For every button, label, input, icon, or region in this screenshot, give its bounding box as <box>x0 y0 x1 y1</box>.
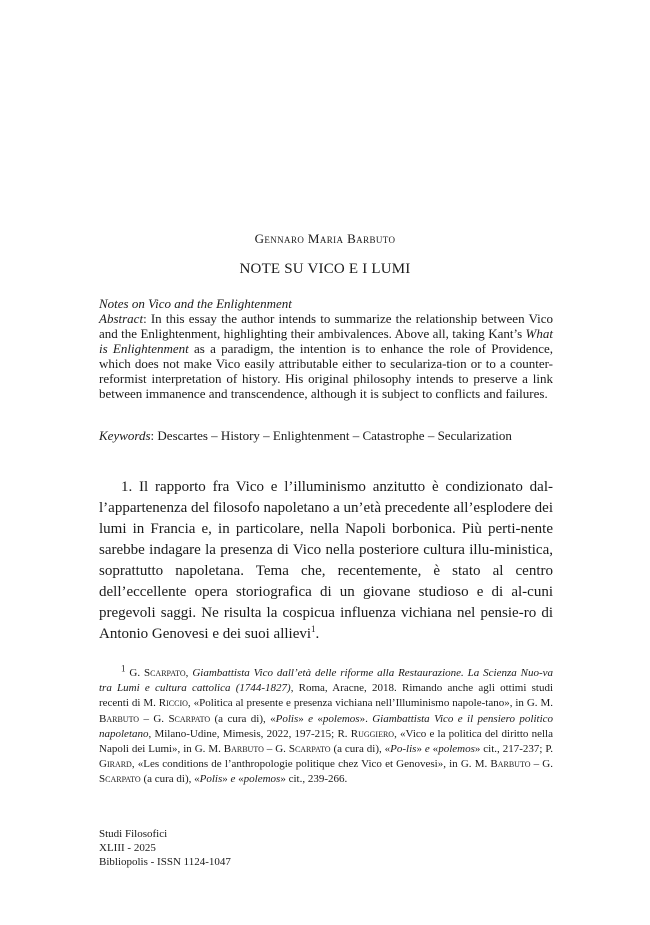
footnote-run: Scarpato <box>288 743 331 756</box>
footnote-run: « <box>313 712 323 725</box>
footnote-run: ». <box>359 712 373 725</box>
footnote-run: Scarpato <box>168 712 211 725</box>
footnote-run: « <box>429 743 439 756</box>
footnote-run: (a cura di), « <box>210 712 276 725</box>
footnote-run: Barbuto <box>99 712 140 725</box>
footnote-run: Girard <box>99 758 132 771</box>
footnote-run: , «Vico e la politica del diritto nella Napoli dei Lumi», in G. M. <box>99 727 553 756</box>
footnote-run: Giambattista Vico e il pensiero politico napoletano <box>99 712 554 740</box>
article-title: NOTE SU VICO E I LUMI <box>239 261 411 277</box>
footnote-run: Barbuto <box>223 743 264 756</box>
footnote-run: polemos <box>438 743 475 756</box>
footnote-run: Scarpato <box>99 773 141 786</box>
footnote-run: (a cura di), « <box>140 773 200 786</box>
footnote-run: (a cura di), « <box>330 743 391 756</box>
footnote-run: e <box>308 712 314 725</box>
body-paragraph-text: 1. Il rapporto fra Vico e l’illuminismo anzitutto è condizionato dal-l’appartenenza del filosofo napoletano a un’età precedente all’esplodere dei lumi in Francia e, in particolare, nella Napoli borbonica. Più perti-nente sarebbe indagare la presenza di Vico nella posteriore cultura illu-ministica, soprattutto napoletana. Tema che, recentemente, è stato al centro dell’eccellente opera storiografica di un giovane studioso e di al-cuni pregevoli saggi. Ne risulta la cospicua influenza vichiana nel pensie-ro di Antonio Genovesi e dei suoi allievi <box>99 479 553 642</box>
keywords-text: Descartes – History – Enlightenment – Catastrophe – Secularization <box>157 428 512 443</box>
footnote-run: » cit., 217-237; P. <box>474 743 553 756</box>
footnote-run: Scarpato <box>143 667 186 679</box>
footnote-run: – G. <box>530 758 553 771</box>
english-title: Notes on Vico and the Enlightenment <box>99 296 292 311</box>
abstract-part-1: In this essay the author intends to summarize the relationship between Vico and the Enlightenment, highlighting their ambivalences. Above all, taking Kant’s <box>99 311 553 341</box>
footnote-run: polemos <box>243 773 281 786</box>
footnote-run: e <box>230 773 236 786</box>
body-paragraph <box>99 477 553 645</box>
footnote-run: , «Politica al presente e presenza vichiana nell’Illuminismo napole-tano», in G. M. <box>187 697 553 710</box>
footnote-run: – G. <box>139 712 169 725</box>
keywords: Keywords: Descartes – History – Enlightenment – Catastrophe – Secularization <box>99 428 512 443</box>
abstract-block <box>99 296 553 401</box>
footnote-run: » <box>416 743 425 756</box>
footnote-run: Po-lis <box>390 743 417 756</box>
footnote-number: 1 <box>121 663 126 674</box>
footnote-run: « <box>235 773 244 786</box>
journal-name: Studi Filosofici <box>99 828 168 840</box>
footnote-reference[interactable]: 1 <box>311 624 316 634</box>
footnote-text <box>99 667 553 785</box>
author-name: Gennaro Maria Barbuto <box>254 231 396 246</box>
footnote-run: , Roma, Aracne, 2018. Rimando anche agli ottimi studi recenti di M. <box>99 682 553 710</box>
body-paragraph-end: . <box>315 626 320 642</box>
journal-volume: XLIII - 2025 <box>99 842 156 854</box>
footnote-run: polemos <box>322 712 360 725</box>
footnote-run: – G. <box>263 743 289 756</box>
abstract-part-2: as a paradigm, the intention is to enhance the role of Providence, which does not make Vico easily attributable either to seculariza-tion or to a counter-reformist interpretation of history. His original philosophy intends to preserve a link between immanence and transcendence, although it is subject to conflicts and failures. <box>99 341 553 401</box>
journal-info <box>99 827 399 869</box>
keywords-label: Keywords <box>99 428 151 443</box>
footnote-run: Barbuto <box>490 758 531 771</box>
footnote-run: e <box>424 743 430 756</box>
abstract-label: Abstract <box>99 311 144 326</box>
footnote-run: G. <box>129 667 144 679</box>
footnote-run: , Milano-Udine, Mimesis, 2022, 197-215; R. <box>148 727 351 740</box>
abstract-italic-title: What is Enlightenment <box>99 326 553 356</box>
abstract-text: Abstract: In this essay the author intends to summarize the relationship between Vico and the Enlightenment, highlighting their ambivalences. Above all, taking Kant’s What is Enlightenment as a paradigm, the intention is to enhance the role of Providence, which does not make Vico easily attributable either to seculariza-tion or to a counter-reformist interpretation of history. His original philosophy intends to preserve a link between immanence and transcendence, although it is subject to conflicts and failures. <box>99 311 553 401</box>
journal-publisher: Bibliopolis - ISSN 1124-1047 <box>99 856 231 868</box>
footnote-run: , <box>185 667 193 679</box>
footnote-run: » <box>222 773 231 786</box>
footnote-run: Ruggiero <box>350 727 395 740</box>
footnote-run: Riccio <box>158 697 188 710</box>
footnote-run: Giambattista Vico dall’età delle riforme alla Restaurazione. La Scienza Nuo-va tra Lumi e cultura cattolica (1744-1827) <box>99 667 554 695</box>
footnote-run: Polis <box>275 712 299 725</box>
footnote <box>99 663 554 788</box>
footnote-run: » cit., 239-266. <box>280 773 348 786</box>
footnote-run: , «Les conditions de l’anthropologie politique chez Vico et Genovesi», in G. M. <box>131 758 491 771</box>
footnote-run: » <box>298 712 309 725</box>
footnote-run: Polis <box>199 773 223 786</box>
